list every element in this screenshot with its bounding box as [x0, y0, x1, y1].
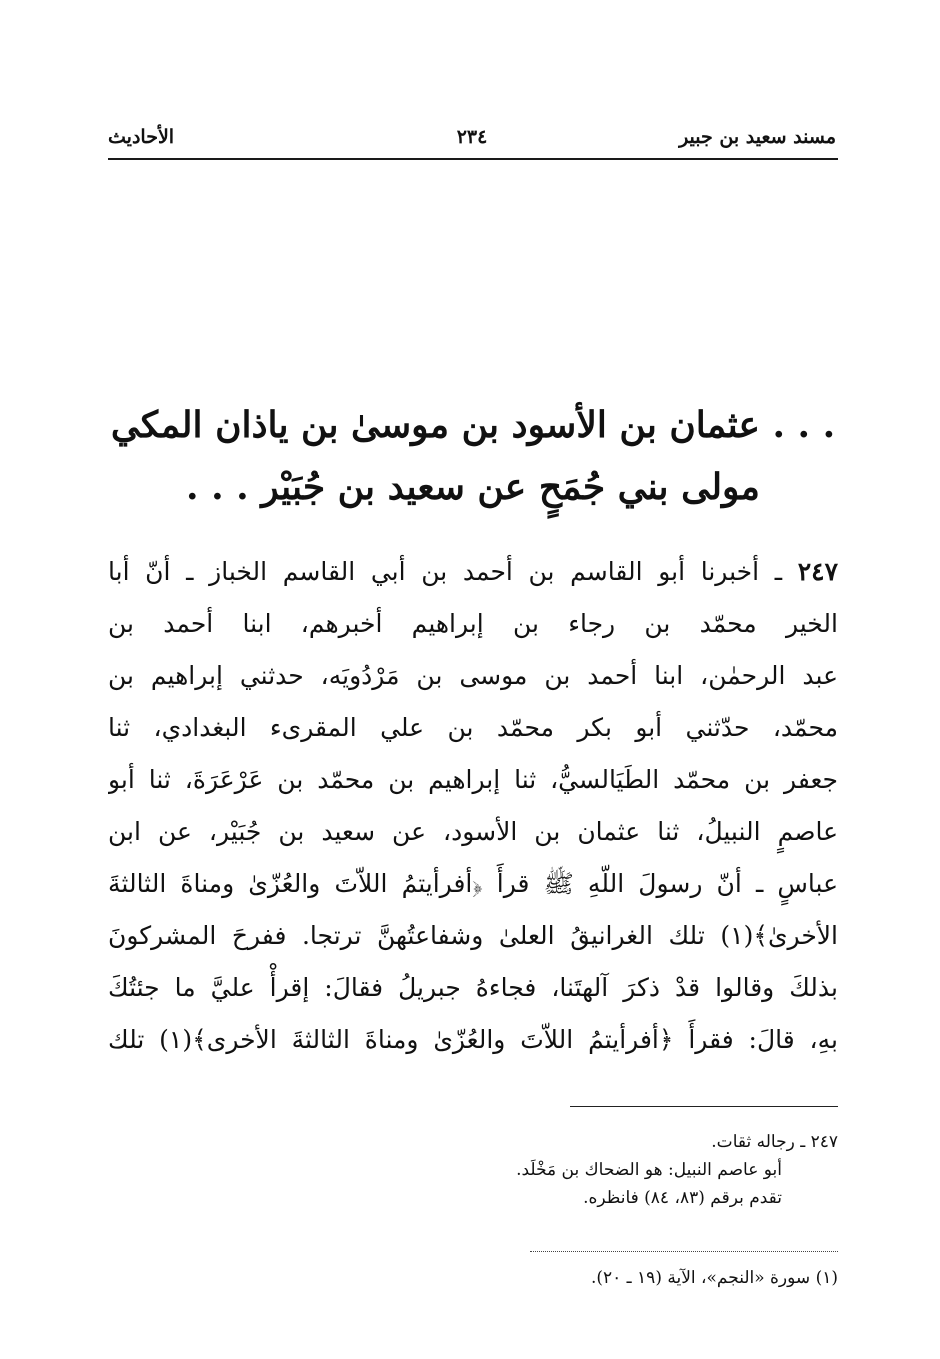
hadith-line: جعفر بن محمّد الطَيَالسيُّ، ثنا إبراهيم بن محمّد بن عَرْعَرَةَ، ثنا أبو [108, 765, 838, 794]
footnote-line: أبو عاصم النبيل: هو الضحاك بن مَخْلَد. [516, 1160, 782, 1180]
hadith-line: بذلكَ وقالوا قدْ ذكرَ آلهتَنا، فجاءهُ جبريلُ فقالَ: إقرأْ عليَّ ما جئتُكَ [108, 973, 838, 1002]
footnote-line: ٢٤٧ ـ رجاله ثقات. [711, 1132, 838, 1152]
footnotes [108, 1128, 838, 1212]
hadith-line: عاصمٍ النبيلُ، ثنا عثمان بن الأسود، عن سعيد بن جُبَيْر، عن ابن [108, 817, 838, 846]
hadith-line: الأخرىٰ﴾(١) تلك الغرانيقُ العلىٰ وشفاعتُهنَّ ترتجا. ففرحَ المشركونَ [108, 921, 838, 950]
footnote-line: تقدم برقم (٨٣، ٨٤) فانظره. [583, 1188, 782, 1208]
chapter-heading-line-1: . . . عثمان بن الأسود بن موسىٰ بن ياذان المكي [110, 404, 836, 446]
footnote-dotted-divider [530, 1251, 838, 1252]
book-title: مسند سعيد بن جبير [679, 126, 836, 148]
hadith-line: الخير محمّد بن رجاء بن إبراهيم أخبرهم، ابنا أحمد بن [108, 609, 838, 638]
hadith-line: محمّد، حدّثني أبو بكر محمّد بن علي المقرىء البغدادي، ثنا [108, 713, 838, 742]
hadith-line: بهِ، قالَ: فقرأَ ﴿أفرأيتمُ اللاّتَ والعُزّىٰ ومناةَ الثالثةَ الأخرى﴾(١) تلك [108, 1025, 838, 1054]
page-number: ٢٣٤ [456, 126, 488, 148]
hadith-line: ٢٤٧ ـ أخبرنا أبو القاسم بن أحمد بن أبي القاسم الخباز ـ أنّ أبا [108, 557, 838, 586]
hadith-text [108, 546, 838, 1066]
footnote-reference: (١) سورة «النجم»، الآية (١٩ ـ ٢٠). [590, 1268, 838, 1288]
hadith-number: ٢٤٧ [797, 557, 838, 586]
chapter-heading [108, 394, 838, 518]
hadith-line: عباسٍ ـ أنّ رسولَ اللّهِ ﷺ قرأَ ﴿أفرأيتمُ اللاّتَ والعُزّىٰ ومناةَ الثالثةَ [108, 869, 838, 898]
running-header [108, 126, 836, 160]
footnote-divider [570, 1106, 838, 1107]
hadith-line: عبد الرحمٰن، ابنا أحمد بن موسى بن مَرْدُويَه، حدثني إبراهيم بن [108, 661, 838, 690]
chapter-heading-line-2: مولى بني جُمَحٍ عن سعيد بن جُبَيْر . . . [186, 466, 760, 508]
header-divider [108, 158, 838, 160]
section-title: الأحاديث [108, 126, 175, 148]
